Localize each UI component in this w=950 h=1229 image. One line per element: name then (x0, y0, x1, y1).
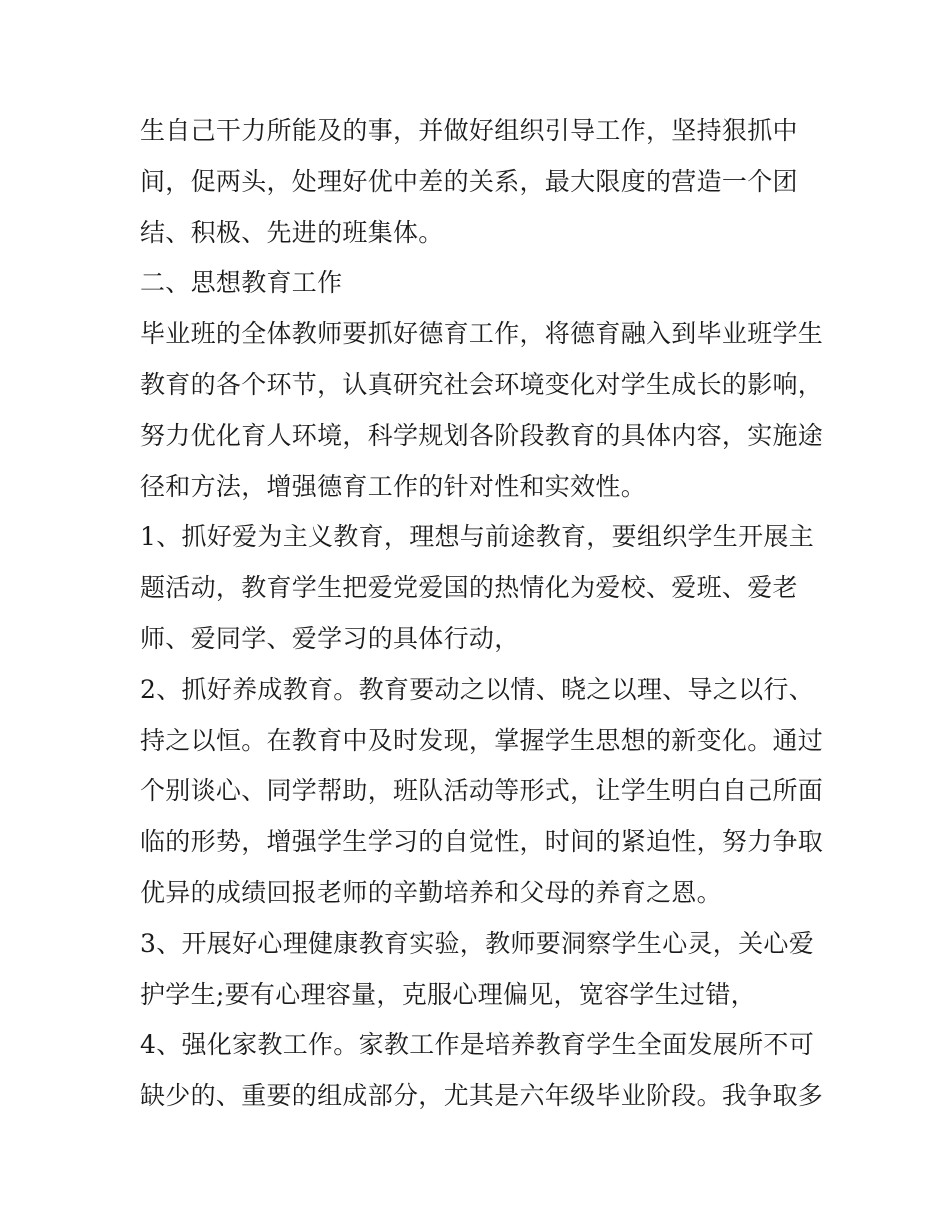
text-line: 缺少的、重要的组成部分，尤其是六年级毕业阶段。我争取多 (140, 1081, 824, 1111)
text-line: 毕业班的全体教师要抓好德育工作，将德育融入到毕业班学生 (140, 319, 824, 349)
text-line: 生自己干力所能及的事，并做好组织引导工作，坚持狠抓中 (140, 116, 798, 145)
text-line: 优异的成绩回报老师的辛勤培养和父母的养育之恩。 (140, 877, 722, 907)
text-line: 径和方法，增强德育工作的针对性和实效性。 (140, 471, 647, 501)
list-item-start: 3、开展好心理健康教育实验，教师要洞察学生心灵，关心爱 (140, 928, 815, 958)
text-line: 努力优化育人环境，科学规划各阶段教育的具体内容，实施途 (140, 420, 824, 450)
text-line: 临的形势，增强学生学习的自觉性，时间的紧迫性，努力争取 (140, 827, 824, 857)
list-item-start: 1、抓好爱为主义教育，理想与前途教育，要组织学生开展主 (140, 522, 815, 552)
list-item-start: 4、强化家教工作。家教工作是培养教育学生全面发展所不可 (140, 1030, 815, 1060)
text-line: 个别谈心、同学帮助，班队活动等形式，让学生明白自己所面 (140, 776, 824, 806)
text-line: 持之以恒。在教育中及时发现，掌握学生思想的新变化。通过 (140, 725, 824, 755)
text-line: 护学生;要有心理容量，克服心理偏见，宽容学生过错， (140, 979, 756, 1009)
document-body (140, 106, 830, 1122)
list-item-start: 2、抓好养成教育。教育要动之以情、晓之以理、导之以行、 (140, 674, 815, 704)
text-line: 师、爱同学、爱学习的具体行动， (140, 623, 520, 653)
text-line: 题活动，教育学生把爱党爱国的热情化为爱校、爱班、爱老 (140, 573, 798, 603)
text-line: 间，促两头，处理好优中差的关系，最大限度的营造一个团 (140, 166, 798, 196)
text-line: 教育的各个环节，认真研究社会环境变化对学生成长的影响， (140, 369, 824, 399)
text-line: 结、积极、先进的班集体。 (140, 217, 444, 247)
section-heading: 二、思想教育工作 (140, 268, 343, 298)
